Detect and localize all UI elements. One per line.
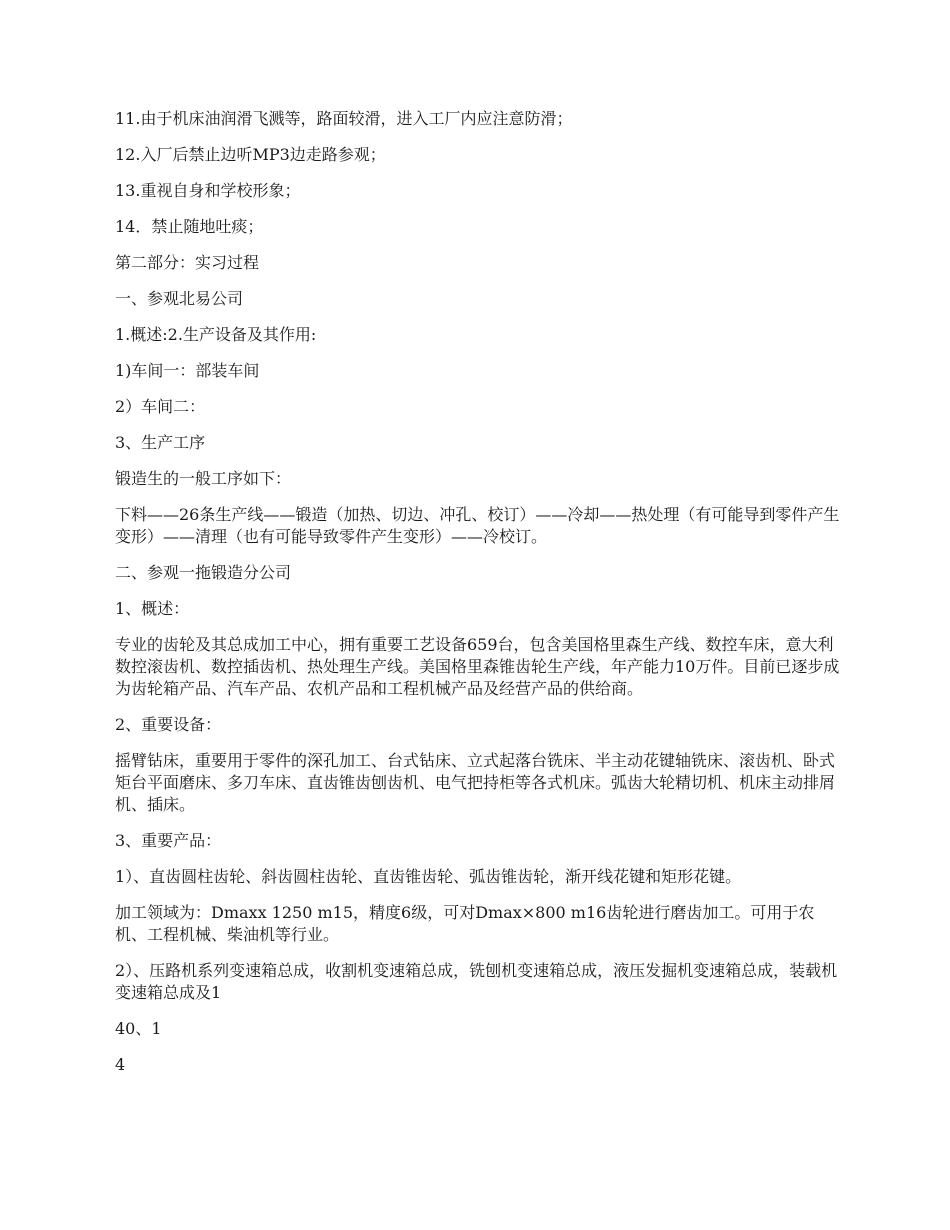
paragraph-processing-range: 加工领域为：Dmaxx 1250 m15，精度6级，可对Dmax×800 m16齿轮进行磨齿加工。可用于农机、工程机械、柴油机等行业。 [115, 903, 815, 944]
paragraph-rule-12: 12.入厂后禁止边听MP3边走路参观； [115, 145, 386, 164]
paragraph-products-gears: 1）、直齿圆柱齿轮、斜齿圆柱齿轮、直齿锥齿轮、弧齿锥齿轮，渐开线花键和矩形花键。 [115, 867, 742, 886]
paragraph-fragment-40: 40、1 [115, 1019, 162, 1038]
paragraph-equipment-label: 2、重要设备： [115, 715, 222, 734]
section-heading-part-two: 第二部分：实习过程 [115, 253, 260, 272]
paragraph-overview-equipment: 1.概述:2.生产设备及其作用: [115, 325, 317, 344]
subheading-visit-yituo: 二、参观一拖锻造分公司 [115, 563, 292, 582]
paragraph-rule-13: 13.重视自身和学校形象； [115, 181, 301, 200]
paragraph-fragment-4: 4 [115, 1055, 126, 1074]
document-body [115, 108, 840, 1090]
paragraph-rule-11: 11.由于机床油润滑飞溅等，路面较滑，进入工厂内应注意防滑； [115, 109, 573, 128]
paragraph-products-gearboxes: 2）、压路机系列变速箱总成，收割机变速箱总成，铣刨机变速箱总成，液压发掘机变速箱总成，装载机变速箱总成及1 [115, 961, 838, 1002]
paragraph-products-label: 3、重要产品： [115, 831, 222, 850]
paragraph-overview-label: 1、概述： [115, 599, 190, 618]
paragraph-forging-intro: 锻造生的一般工序如下： [115, 469, 292, 488]
paragraph-overview-text: 专业的齿轮及其总成加工中心，拥有重要工艺设备659台，包含美国格里森生产线、数控车床，意大利数控滚齿机、数控插齿机、热处理生产线。美国格里森锥齿轮生产线，年产能力10万件。目前已逐步成为齿轮箱产品、汽车产品、农机产品和工程机械产品及经营产品的供给商。 [115, 635, 840, 698]
subheading-visit-beiyi: 一、参观北易公司 [115, 289, 244, 308]
paragraph-rule-14: 14．禁止随地吐痰； [115, 217, 264, 236]
paragraph-equipment-text: 摇臂钻床，重要用于零件的深孔加工、台式钻床、立式起落台铣床、半主动花键轴铣床、滚齿机、卧式矩台平面磨床、多刀车床、直齿锥齿刨齿机、电气把持柜等各式机床。弧齿大轮精切机、机床主动排屑机、插床。 [115, 751, 836, 814]
paragraph-forging-steps: 下料——26条生产线——锻造（加热、切边、冲孔、校订）——冷却——热处理（有可能导到零件产生变形）——清理（也有可能导致零件产生变形）——冷校订。 [115, 505, 840, 546]
paragraph-workshop-one: 1)车间一：部装车间 [115, 361, 260, 380]
paragraph-workshop-two: 2）车间二： [115, 397, 206, 416]
paragraph-production-process: 3、生产工序 [115, 433, 206, 452]
